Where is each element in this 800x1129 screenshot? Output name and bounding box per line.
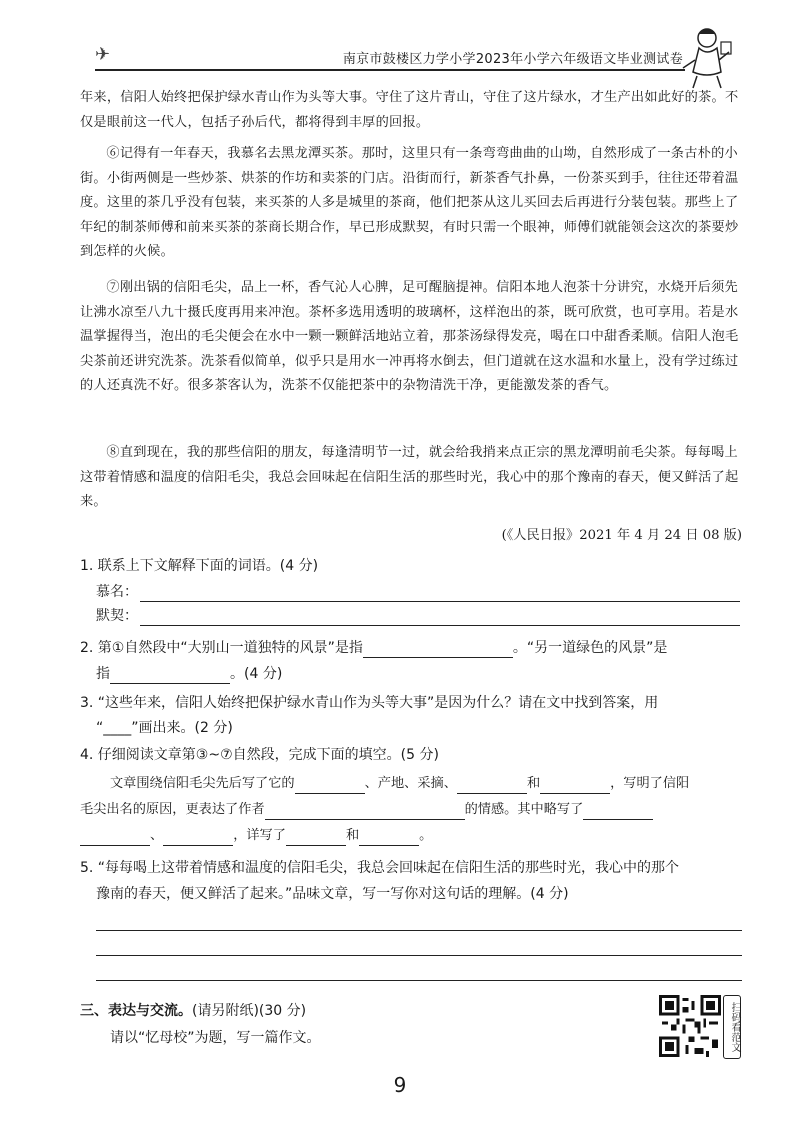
q4-blank-6[interactable] (80, 830, 150, 846)
q4-text-10: 。 (419, 828, 433, 843)
q2-text-a: 2. 第①自然段中“大别山一道独特的风景”是指 (80, 640, 363, 656)
wing-icon: ✈ (95, 44, 111, 65)
header-title: 南京市鼓楼区力学小学2023年小学六年级语文毕业测试卷 (342, 52, 683, 67)
q4-blank-5[interactable] (583, 804, 653, 820)
question-3-line-2: “____”画出来。(2 分) (96, 720, 233, 736)
page-number: 9 (393, 1073, 407, 1097)
passage-paragraph-6: ⑥记得有一年春天，我慕名去黑龙潭买茶。那时，这里只有一条弯弯曲曲的山坳，自然形成了一条古朴的小街。小街两侧是一些炒茶、烘茶的作坊和卖茶的门店。沿街而行，新茶香气扑鼻，一份茶买到手，往往还带着温度。这里的茶几乎没有包装，来买茶的人多是城里的茶商，他们把茶从这儿买回去后再进行分装包装。那些上了年纪的制茶师傅和前来买茶的茶商长期合作，早已形成默契，有时只需一个眼神，师傅们就能领会这次的茶要炒到怎样的火候。 (80, 146, 739, 259)
section-3-title: 三、表达与交流。 (80, 1003, 192, 1019)
q4-blank-9[interactable] (359, 830, 419, 846)
qr-code-icon[interactable] (659, 995, 721, 1057)
question-5-line-1: 5. “每每喝上这带着情感和温度的信阳毛尖，我总会回味起在信阳生活的那些时光，我心中的那个 (80, 860, 680, 876)
passage-paragraph-7: ⑦刚出锅的信阳毛尖，品上一杯，香气沁人心脾，足可醒脑提神。信阳本地人泡茶十分讲究，水烧开后须先让沸水凉至八九十摄氏度再用来冲泡。茶杯多选用透明的玻璃杯，这样泡出的茶，既可欣赏，也可享用。若是水温掌握得当，泡出的毛尖便会在水中一颗一颗鲜活地站立着，那茶汤绿得发亮，喝在口中甜香柔顺。信阳人泡毛尖茶前还讲究洗茶。洗茶看似简单，似乎只是用水一冲再将水倒去，但门道就在这水温和水量上，没有学过练过的人还真洗不好。很多茶客认为，洗茶不仅能把茶中的杂物清洗干净，更能激发茶的香气。 (80, 280, 739, 393)
q1-answer-row-1 (96, 582, 740, 602)
q2-text-b: 。“另一道绿色的风景”是 (512, 640, 668, 656)
q4-text-4: ，写明了信阳 (610, 776, 690, 791)
q2-answer-blank-1[interactable] (363, 642, 513, 658)
question-3-line-1: 3. “这些年来，信阳人始终把保护绿水青山作为头等大事”是因为什么？请在文中找到答案，用 (80, 695, 659, 711)
q2-answer-blank-2[interactable] (110, 668, 230, 684)
q1-answer-row-2 (96, 606, 740, 626)
q4-text-3: 和 (526, 776, 541, 791)
q4-text-6: 的情感。其中略写了 (464, 802, 584, 817)
q4-blank-2[interactable] (457, 778, 527, 794)
q5-answer-line-2[interactable] (96, 955, 742, 956)
q2-text-c: 指 (96, 666, 110, 682)
passage-paragraph-top: 年来，信阳人始终把保护绿水青山作为头等大事。守住了这片青山，守住了这片绿水，才生产出如此好的茶。不仅是眼前这一代人，包括子孙后代，都将得到丰厚的回报。 (80, 90, 739, 130)
q4-line-3 (80, 826, 432, 846)
mascot-figure (677, 22, 735, 90)
q4-text-2: 、产地、采摘、 (364, 776, 457, 791)
q4-blank-1[interactable] (295, 778, 365, 794)
question-2-line-2 (96, 664, 282, 684)
q4-line-2 (80, 800, 653, 820)
q5-answer-line-3[interactable] (96, 980, 742, 981)
q4-blank-8[interactable] (286, 830, 346, 846)
section-3-note: (请另附纸)(30 分) (192, 1003, 307, 1019)
page-header (95, 42, 735, 72)
section-3-prompt: 请以“忆母校”为题，写一篇作文。 (110, 1030, 321, 1046)
q1-term-1: 慕名： (96, 584, 138, 600)
passage-paragraph-8: ⑧直到现在，我的那些信阳的朋友，每逢清明节一过，就会给我捎来点正宗的黑龙潭明前毛尖茶。每每喝上这带着情感和温度的信阳毛尖，我总会回味起在信阳生活的那些时光，我心中的那个豫南的春天，便又鲜活了起来。 (80, 445, 739, 509)
passage-source: (《人民日报》2021 年 4 月 24 日 08 版) (501, 528, 742, 543)
q4-text-9: 和 (345, 828, 360, 843)
q4-blank-4[interactable] (265, 804, 465, 820)
q4-blank-7[interactable] (163, 830, 233, 846)
q4-text-1: 文章围绕信阳毛尖先后写了它的 (110, 776, 295, 791)
q1-answer-blank-1[interactable] (140, 585, 740, 602)
section-3-heading (80, 1000, 306, 1020)
question-5-line-2: 豫南的春天，便又鲜活了起来。”品味文章，写一写你对这句话的理解。(4 分) (96, 886, 569, 902)
question-1: 1. 联系上下文解释下面的词语。(4 分) (80, 558, 319, 574)
q4-text-8: ，详写了 (233, 828, 286, 843)
header-rule (95, 69, 685, 71)
q2-text-d: 。(4 分) (230, 666, 283, 682)
q1-term-2: 默契： (96, 608, 138, 624)
q1-answer-blank-2[interactable] (140, 609, 740, 626)
q4-line-1 (110, 774, 689, 794)
q4-blank-3[interactable] (540, 778, 610, 794)
q5-answer-line-1[interactable] (96, 930, 742, 931)
question-2-line-1 (80, 638, 750, 658)
q4-text-7: 、 (150, 828, 164, 843)
q4-text-5: 毛尖出名的原因，更表达了作者 (80, 802, 265, 817)
question-4: 4. 仔细阅读文章第③~⑦自然段，完成下面的填空。(5 分) (80, 747, 439, 763)
qr-label: 扫码看范文 (723, 995, 741, 1059)
